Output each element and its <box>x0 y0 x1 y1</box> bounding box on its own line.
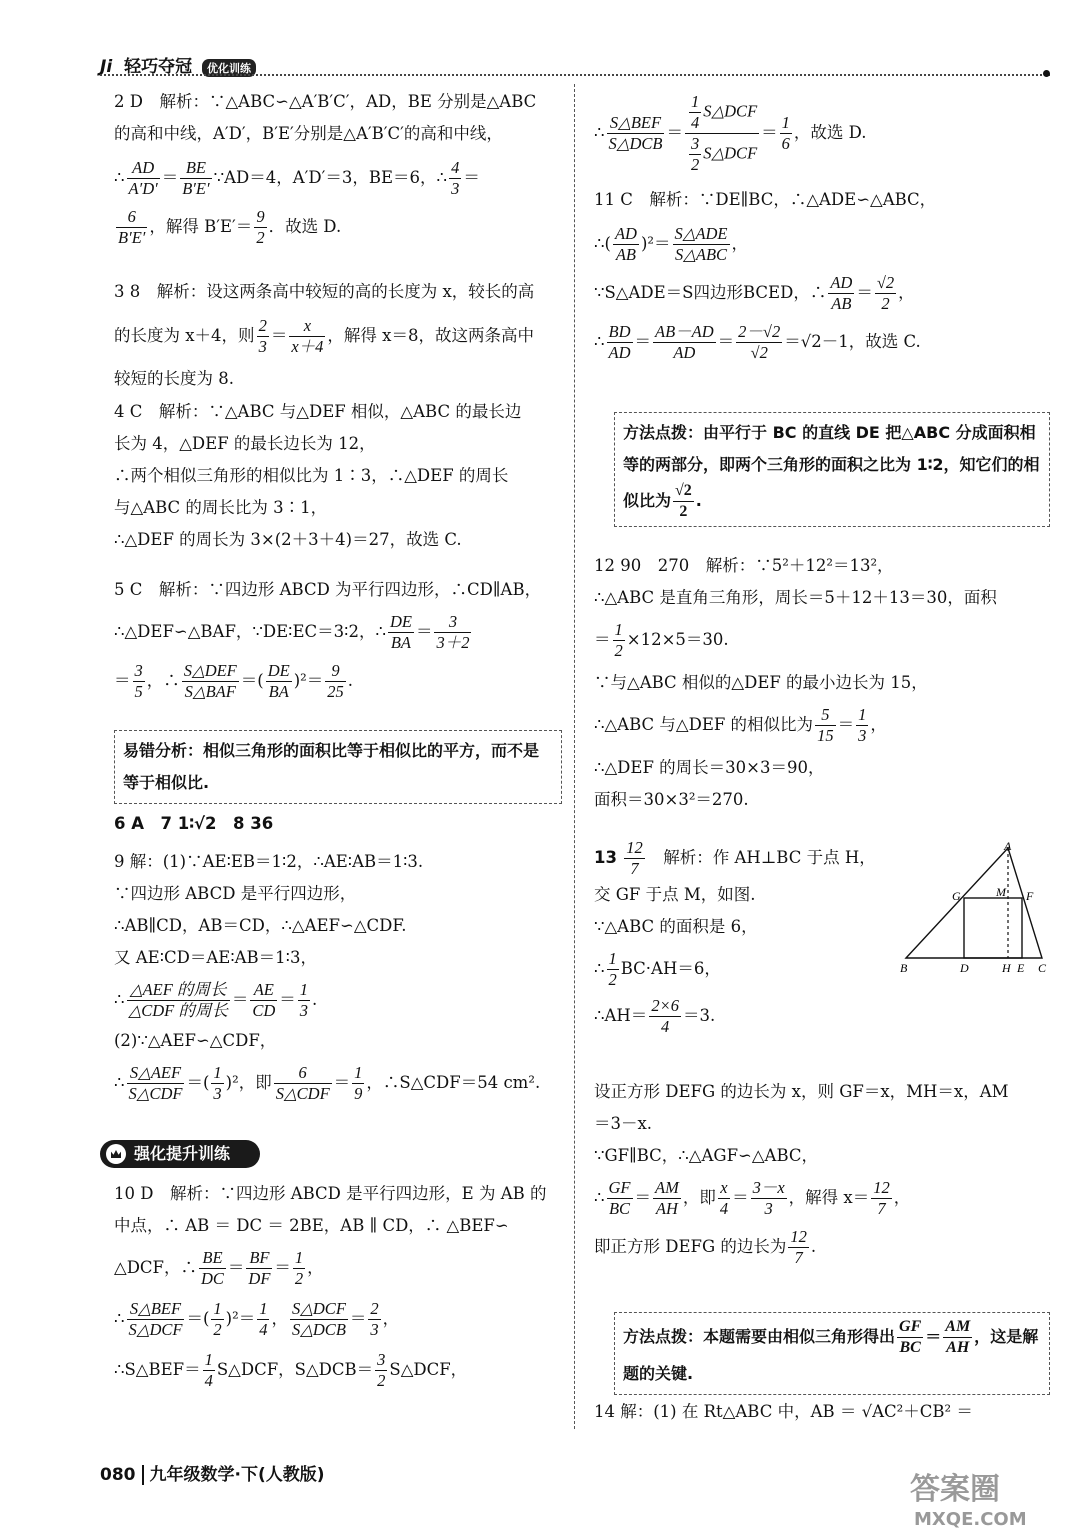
q10 <box>114 1178 562 1391</box>
q11-text4: ∴ <box>594 332 605 351</box>
q13-line2: 交 GF 于点 M，如图. <box>594 885 756 904</box>
q2-text5: ．故选 D. <box>268 217 342 236</box>
q9-text8: ，∴S△CDF＝54 cm². <box>366 1073 541 1092</box>
q2-text4: ，解得 B′E′＝ <box>149 217 253 236</box>
brand-tag: 优化训练 <box>202 59 256 77</box>
q10-line5: ∴S△BEF＝ $\frac{1}{4}$ S△DCF，S△DCB＝ $\frac{3}{2}$ S△DCF， <box>114 1350 468 1390</box>
label-e: E <box>1017 961 1025 975</box>
label-g: G <box>952 889 961 903</box>
section-badge <box>100 1140 260 1168</box>
q14 <box>594 1396 1050 1428</box>
q12-text3: ×12×5＝30. <box>626 630 729 649</box>
q9 <box>114 846 562 1104</box>
q11-line2: ∴( $\frac{AD}{AB}$ )²＝ $\frac{\text{S△ADE}}{\text{S△ABC}}$ ， <box>594 224 749 264</box>
q13-line7: ＝3－x. <box>594 1114 653 1133</box>
q4-line2: 长为 4，△DEF 的最长边长为 12， <box>114 434 376 453</box>
q10-line6: ∴ $\frac{\text{S△BEF}}{\text{S△DCB}}$ ＝ $\frac{1}{4}$ S△DCF $\frac{3}{2}$ S△DCF ＝ $\frac{1}{6}$ ，故选 D. <box>594 92 867 174</box>
label-b: B <box>900 961 908 975</box>
q678-line: 6 A 7 1∶√2 8 36 <box>114 814 274 833</box>
q13-text11: 即正方形 DEFG 的边长为 <box>594 1237 787 1256</box>
q3-line2: 的长度为 x＋4，则 $\frac{2}{3}$ ＝ $\frac{x}{x+4}$ ，解得 x＝8，故这两条高中 <box>114 316 534 356</box>
q2-text3: ∵AD＝4，A′D′＝3，BE＝6，∴ <box>213 168 448 187</box>
q11-text5: ＝√2－1，故选 C. <box>784 332 921 351</box>
q11-text3: ∵S△ADE＝S四边形BCED，∴ <box>594 283 827 302</box>
q2-line4: $\frac{6}{B'E'}$ ，解得 B′E′＝ $\frac{9}{2}$ ．故选 D. <box>118 207 342 247</box>
method-tip-box-2: 方法点拨：本题需要由相似三角形得出 $\frac{GF}{BC}$ ＝ $\frac{AM}{AH}$ ，这是解题的关键. <box>614 1312 1050 1395</box>
q10-cont <box>594 92 1050 175</box>
label-h: H <box>1002 961 1011 975</box>
error-analysis-box <box>114 730 562 804</box>
q11-text2: ∴ <box>594 234 605 253</box>
q10-line1: 10 D 解析：∵四边形 ABCD 是平行四边形，E 为 AB 的 <box>114 1184 547 1203</box>
label-a: A <box>1004 840 1012 853</box>
q9-text5: ∴ <box>114 990 125 1009</box>
q12-line4: ∵与△ABC 相似的△DEF 的最小边长为 15， <box>594 673 928 692</box>
watermark-text: 答案圈 <box>910 1472 1000 1507</box>
brand-name: 轻巧夺冠 <box>124 57 193 77</box>
q2-line2: 的高和中线，A′D′，B′E′分别是△A′B′C′的高和中线， <box>114 124 503 143</box>
q12-line7: 面积＝30×3²＝270. <box>594 790 749 809</box>
q10-text9: ，故选 D. <box>793 123 867 142</box>
q12-line1: 12 90 270 解析：∵5²＋12²＝13²， <box>594 556 894 575</box>
page-header <box>100 50 1050 78</box>
q5-text2: ∴△DEF∽△BAF，∵DE∶EC＝3∶2，∴ <box>114 622 386 641</box>
q2-line3: ∴ $\frac{AD}{A'D'}$ ＝ $\frac{BE}{B'E'}$ ∵AD＝4，A′D′＝3，BE＝6，∴ $\frac{4}{3}$ ＝ <box>114 158 480 198</box>
q5-line2: ∴△DEF∽△BAF，∵DE∶EC＝3∶2，∴ $\frac{DE}{BA}$ ＝ $\frac{3}{3+2}$ <box>114 612 470 652</box>
label-f: F <box>1026 889 1034 903</box>
q12-text5: ∴△ABC 与△DEF 的相似比为 <box>594 715 814 734</box>
q13-cont <box>594 1076 1050 1268</box>
q4 <box>114 396 562 556</box>
q10-text4: ∴ <box>114 1309 125 1328</box>
q13 <box>594 838 894 1037</box>
q13-line10: 即正方形 DEFG 的边长为 $\frac{12}{7}$ . <box>594 1227 817 1267</box>
q10-text5: ∴S△BEF＝ <box>114 1360 201 1379</box>
brand-logo-icon: Ji <box>100 57 113 77</box>
q9-line5: ∴ $\frac{\text{△AEF 的周长}}{\text{△CDF 的周长}}$ ＝ $\frac{AE}{CD}$ ＝ $\frac{1}{3}$ . <box>114 980 318 1020</box>
q13-line3: ∵△ABC 的面积是 6， <box>594 917 758 936</box>
q13-text9: ，即 <box>682 1188 716 1207</box>
q14-line1: 14 解：(1) 在 Rt△ABC 中，AB ＝ √AC²＋CB² ＝ <box>594 1402 973 1421</box>
q13-line6: 设正方形 DEFG 的边长为 x，则 GF＝x，MH＝x，AM <box>594 1082 1009 1101</box>
q4-line4: 与△ABC 的周长比为 3∶1， <box>114 498 328 517</box>
q4-line3: ∴两个相似三角形的相似比为 1∶3，∴△DEF 的周长 <box>114 466 509 485</box>
q10-text8: ∴ <box>594 123 605 142</box>
q5 <box>114 574 562 702</box>
method-tip-text-2a: 方法点拨：本题需要由相似三角形得出 <box>623 1327 896 1346</box>
method-tip-box-1: 方法点拨：由平行于 BC 的直线 DE 把△ABC 分成面积相等的两部分，即两个三角形的面积之比为 1∶2，知它们的相似比为 $\frac{√2}{2}$ . <box>614 412 1050 527</box>
q13-line5: ∴AH＝ $\frac{2\times 6}{4}$ ＝3. <box>594 996 716 1036</box>
page-footer <box>100 1460 325 1485</box>
q5-text3: ＝ <box>114 671 131 690</box>
q13-text1: 解析：作 AH⊥BC 于点 H， <box>663 848 876 867</box>
q13-text4: BC·AH＝6， <box>620 959 721 978</box>
q5-line1: 5 C 解析：∵四边形 ABCD 为平行四边形，∴CD∥AB， <box>114 580 542 599</box>
q11 <box>594 184 1050 363</box>
q2-line1: 2 D 解析：∵△ABC∽△A′B′C′，AD，BE 分别是△ABC <box>114 92 537 111</box>
q12-line3: ＝ $\frac{1}{2}$ ×12×5＝30. <box>594 620 729 660</box>
q3-line1: 3 8 解析：设这两条高中较短的高的长度为 x，较长的高 <box>114 282 535 301</box>
q11-line3: ∵S△ADE＝S四边形BCED，∴ $\frac{AD}{AB}$ ＝ $\frac{√2}{2}$ ， <box>594 273 915 313</box>
book-title: 九年级数学·下(人教版) <box>149 1465 325 1485</box>
q9-line7: ∴ $\frac{\text{S△AEF}}{\text{S△CDF}}$ ＝( $\frac{1}{3}$ )²，即 $\frac{6}{\text{S△CDF}}$ ＝ $\frac{1}{9}$ ，∴S△CDF＝54 cm². <box>114 1063 541 1103</box>
q4-line5: ∴△DEF 的周长为 3×(2＋3＋4)＝27，故选 C. <box>114 530 462 549</box>
q11-line1: 11 C 解析：∵DE∥BC，∴△ADE∽△ABC， <box>594 190 937 209</box>
q678 <box>114 808 562 840</box>
page-number: 080 <box>100 1465 144 1485</box>
q12-line2: ∴△ABC 是直角三角形，周长＝5＋12＋13＝30，面积 <box>594 588 997 607</box>
q13-line4: ∴ $\frac{1}{2}$ BC·AH＝6， <box>594 949 721 989</box>
header-rule <box>100 74 1050 76</box>
q3-text3: ，解得 x＝8，故这两条高中 <box>327 326 534 345</box>
q12 <box>594 550 1050 816</box>
q2 <box>114 86 562 248</box>
q13-line8: ∵GF∥BC，∴△AGF∽△ABC， <box>594 1146 819 1165</box>
section-title: 强化提升训练 <box>134 1144 231 1163</box>
column-divider <box>574 84 575 1429</box>
q11-line4: ∴ $\frac{BD}{AD}$ ＝ $\frac{AB-AD}{AD}$ ＝ $\frac{2-√2}{√2}$ ＝√2－1，故选 C. <box>594 322 921 362</box>
q3-line3: 较短的长度为 8. <box>114 369 234 388</box>
q10-text3: △DCF，∴ <box>114 1258 197 1277</box>
q9-line4: 又 AE∶CD＝AE∶AB＝1∶3， <box>114 948 317 967</box>
q13-line9: ∴ $\frac{GF}{BC}$ ＝ $\frac{AM}{AH}$ ，即 $\frac{x}{4}$ ＝ $\frac{3-x}{3}$ ，解得 x＝ $\frac{12}{7}$ ， <box>594 1178 911 1218</box>
error-analysis-text: 易错分析：相似三角形的面积比等于相似比的平方，而不是等于相似比. <box>123 741 540 792</box>
header-dot <box>1043 70 1050 77</box>
triangle-figure <box>900 840 1050 980</box>
q10-text7: S△DCF， <box>389 1360 468 1379</box>
q10-text6: S△DCF，S△DCB＝ <box>216 1360 374 1379</box>
q4-line1: 4 C 解析：∵△ABC 与△DEF 相似，△ABC 的最长边 <box>114 402 522 421</box>
q13-text10: ，解得 x＝ <box>788 1188 870 1207</box>
watermark-logo <box>900 1465 1050 1530</box>
q3-text2: 的长度为 x＋4，则 <box>114 326 255 345</box>
q12-line6: ∴△DEF 的周长＝30×3＝90， <box>594 758 825 777</box>
q9-line2: ∵四边形 ABCD 是平行四边形， <box>114 884 357 903</box>
q10-line4: ∴ $\frac{\text{S△BEF}}{\text{S△DCF}}$ ＝( $\frac{1}{2}$ )²＝ $\frac{1}{4}$ ， $\frac{\text{S△DCF}}{\text{S△DCB}}$ ＝ $\frac{2}{3}$ ， <box>114 1299 400 1339</box>
crown-icon <box>106 1144 126 1164</box>
label-c: C <box>1038 961 1047 975</box>
method-tip-text-2b: 这是解题的关键. <box>623 1327 1039 1383</box>
label-m: M <box>996 885 1006 899</box>
square-defg <box>964 898 1022 958</box>
q12-line5: ∴△ABC 与△DEF 的相似比为 $\frac{5}{15}$ ＝ $\frac{1}{3}$ ， <box>594 705 887 745</box>
q9-line6: (2)∵△AEF∽△CDF， <box>114 1031 277 1050</box>
q5-line3: ＝ $\frac{3}{5}$ ，∴ $\frac{\text{S△DEF}}{\text{S△BAF}}$ ＝( $\frac{DE}{BA}$ )²＝ $\frac{9}{25}$ . <box>114 661 354 701</box>
q13-line1: 13 $\frac{12}{7}$ 解析：作 AH⊥BC 于点 H， <box>594 838 876 878</box>
watermark-url: MXQE.COM <box>914 1509 1027 1530</box>
q10-line2: 中点，∴ AB ＝ DC ＝ 2BE，AB ∥ CD，∴ △BEF∽ <box>114 1216 509 1235</box>
label-d: D <box>960 961 969 975</box>
method-tip-text-1: 方法点拨：由平行于 BC 的直线 DE 把△ABC 分成面积相等的两部分，即两个三角形的面积之比为 1∶2，知它们的相似比为 <box>623 423 1040 510</box>
q3 <box>114 276 562 395</box>
q10-line3: △DCF，∴ $\frac{BE}{DC}$ ＝ $\frac{BF}{DF}$ ＝ $\frac{1}{2}$ ， <box>114 1248 324 1288</box>
q9-line1: 9 解：(1)∵AE∶EB＝1∶2，∴AE∶AB＝1∶3. <box>114 852 424 871</box>
q13-text5: ＝3. <box>682 1006 716 1025</box>
q9-line3: ∴AB∥CD，AB＝CD，∴△AEF∽△CDF. <box>114 916 407 935</box>
q9-text7: ∴ <box>114 1073 125 1092</box>
